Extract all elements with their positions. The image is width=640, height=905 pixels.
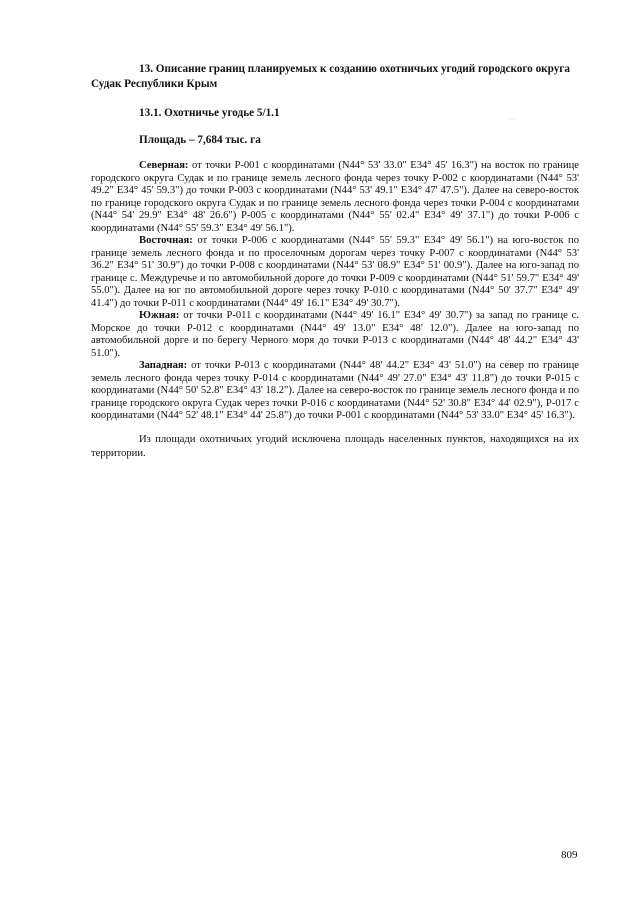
boundary-north [91,160,579,235]
document-page [91,62,579,461]
boundary-west [91,360,579,423]
boundary-south-lead: Южная: [139,310,180,321]
boundary-east [91,235,579,310]
boundary-east-lead: Восточная: [139,235,193,246]
subsection-heading: 13.1. Охотничье угодье 5/1.1 [139,107,280,119]
boundary-north-lead: Северная: [139,160,189,171]
exclusion-note: Из площади охотничьих угодий исключена площадь населенных пунктов, находящихся на их территории. [91,433,579,459]
boundary-west-text: от точки Р-013 с координатами (N44° 48' 44.2" E34° 43' 51.0") на север по границе земель лесного фонда через точку Р-014 с координатами (N44° 49' 27.0" E34° 43' 11.8") до точки Р-015 с координатами (N44° 50' 52.8" E34° 43' 18.2"). Далее на северо-восток по границе земель лесного фонда и по границе городского округа Судак через точки Р-016 с координатами (N44° 52' 30.8" E34° 44' 02.9"), Р-017 с координатами (N44° 52' 48.1" E34° 44' 25.8") до точки Р-001 с координатами (N44° 53' 33.0" E34° 45' 16.3"). [91,360,579,421]
scan-mark: .. [510,116,515,122]
boundary-north-text: от точки Р-001 с координатами (N44° 53' 33.0" E34° 45' 16.3") на восток по границе городского округа Судак и по границе земель лесного фонда через точку Р-002 с координатами (N44° 53' 49.2" E34° 45' 59.3") до точки Р-003 с координатами (N44° 53' 49.1" E34° 47' 47.5"). Далее на северо-восток по границе городского округа Судак и по границе земель лесного фонда через точки Р-004 с координатами (N44° 54' 29.9" E34° 48' 26.6") Р-005 с координатами (N44° 55' 02.4" E34° 49' 37.1") до точки Р-006 с координатами (N44° 55' 59.3" E34° 49' 56.1"). [91,160,579,234]
boundary-south [91,310,579,360]
section-heading: 13. Описание границ планируемых к созданию охотничьих угодий городского округа Судак Республики Крым [91,63,570,90]
page-number: 809 [561,849,578,861]
boundary-west-lead: Западная: [139,360,188,371]
area-statement: Площадь – 7,684 тыс. га [139,134,261,146]
boundary-south-text: от точки Р-011 с координатами (N44° 49' 16.1" E34° 49' 30.7") за запад по границе с. Морское до точки Р-012 с координатами (N44° 49' 13.0" E34° 48' 12.0"). Далее на юго-запад по автомобильной дорге и по берегу Черного моря до точки Р-013 с координатами (N44° 48' 44.2" E34° 43' 51.0"). [91,310,579,359]
boundary-east-text: от точки Р-006 с координатами (N44° 55' 59.3" E34° 49' 56.1") на юго-восток по границе земель лесного фонда и по проселочным дорогам через точку Р-007 с координатами (N44° 53' 36.2" E34° 51' 30.9") до точки Р-008 с координатами (N44° 53' 08.9" E34° 51' 00.9"). Далее на юго-запад по границе с. Междуречье и по автомобильной дороге до точки Р-009 с координатами (N44° 51' 59.7" E34° 49' 55.0"). Далее на юг по автомобильной дороге через точку Р-010 с координатами (N44° 50' 37.7" E34° 49' 41.4") до точки Р-011 с координатами (N44° 49' 16.1" E34° 49' 30.7"). [91,235,579,309]
